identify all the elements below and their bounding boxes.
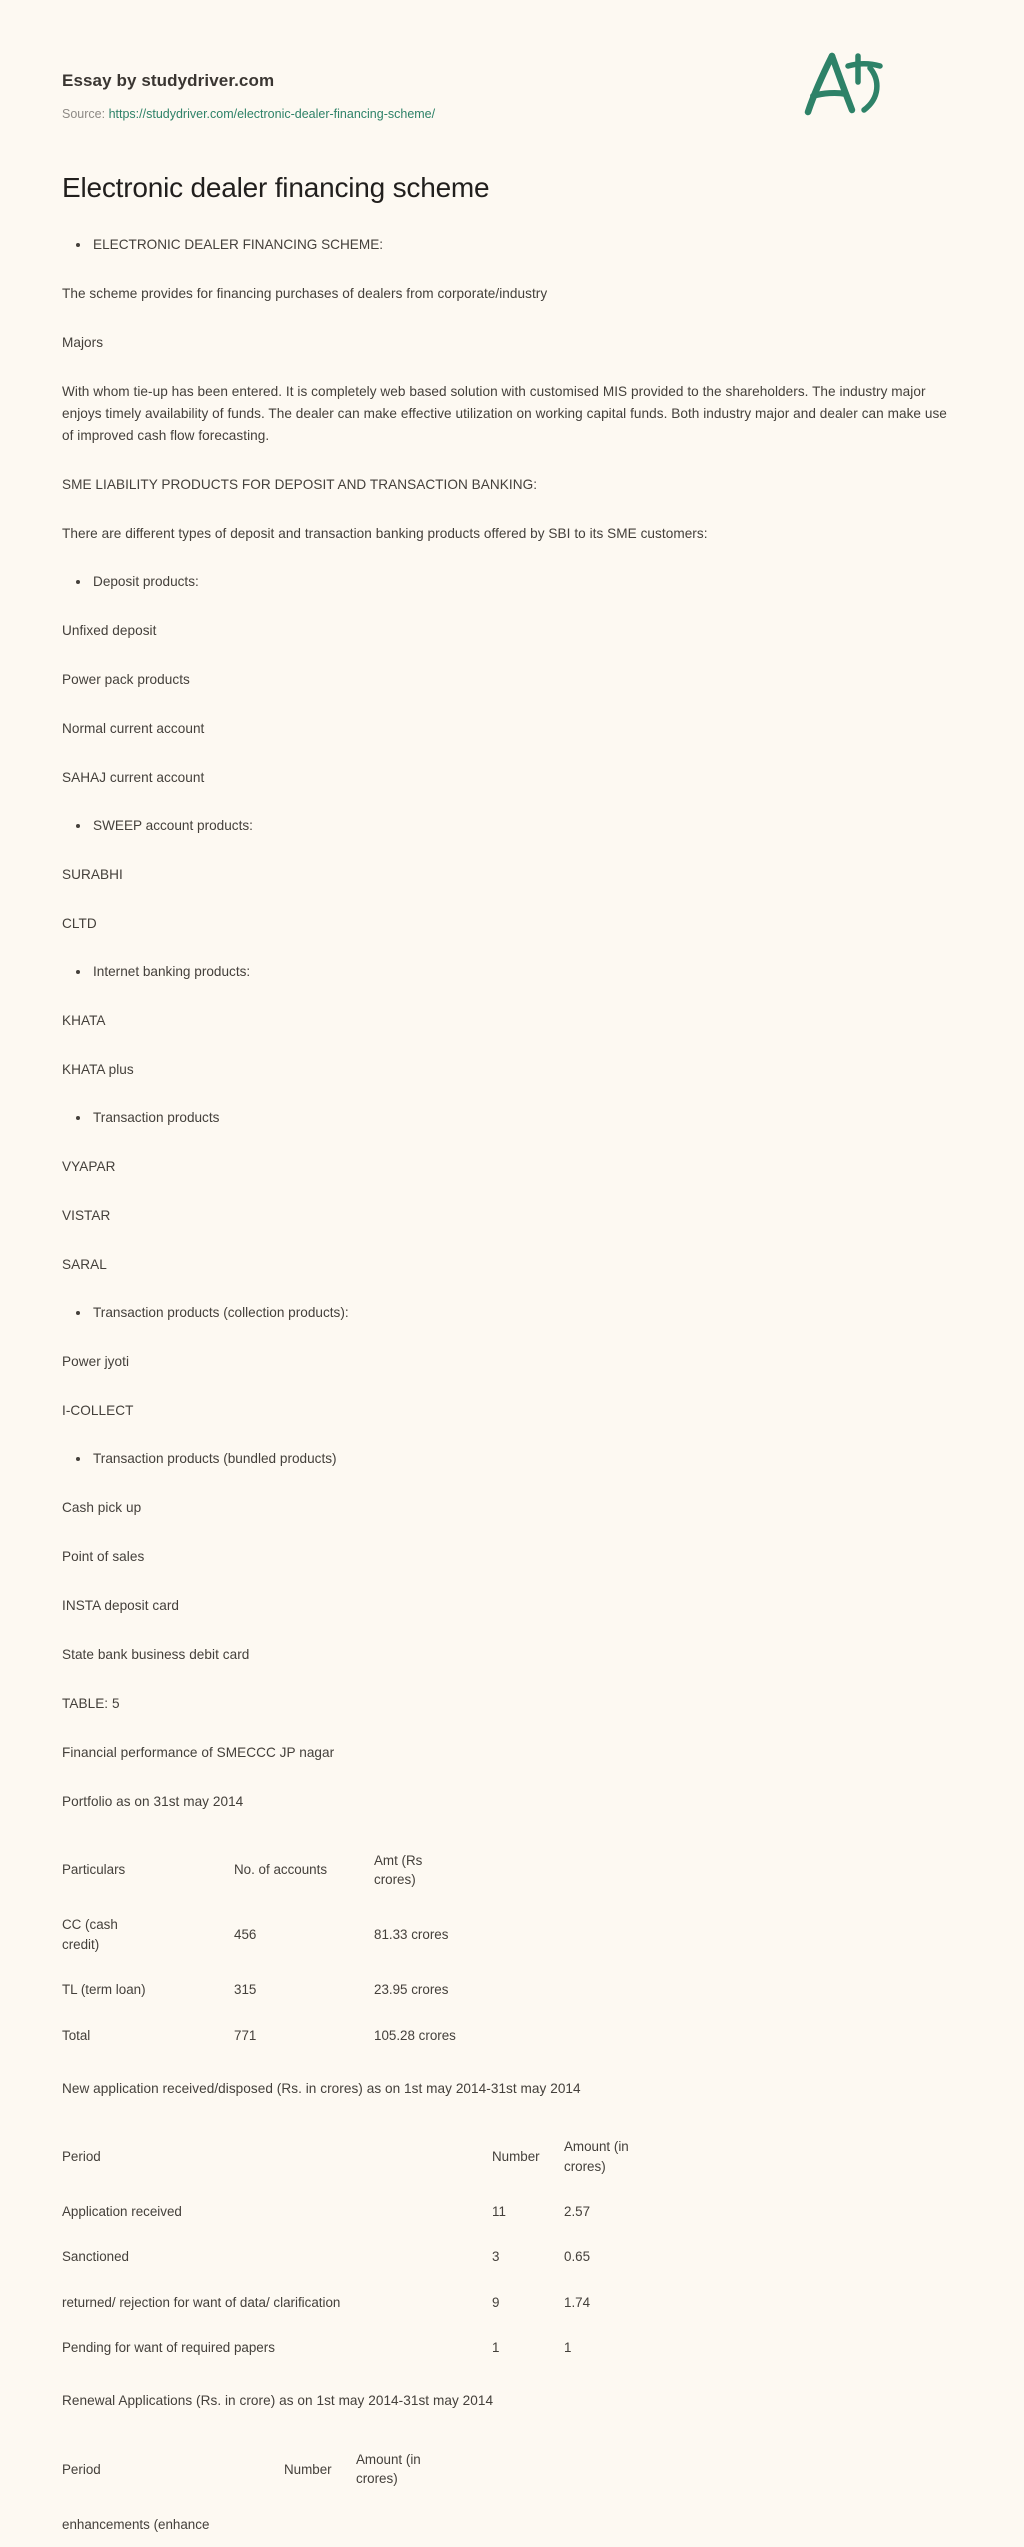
paragraph: The scheme provides for financing purchases of dealers from corporate/industry: [62, 285, 548, 301]
cell-amount: 81.33 crores: [374, 1927, 449, 1943]
table-header-row: [62, 1838, 482, 1903]
table-row: [62, 2502, 522, 2547]
paragraph: Majors: [62, 334, 104, 350]
bullet-list: [62, 802, 962, 850]
paragraph: There are different types of deposit and transaction banking products offered by SBI to its SME customers:: [62, 525, 708, 541]
list-item: SWEEP account products:: [62, 815, 962, 837]
bullet-list: [62, 1094, 962, 1142]
column-header-amount: [564, 2124, 702, 2189]
table-row: [62, 2280, 702, 2325]
list-item: Transaction products (collection products):: [62, 1302, 962, 1324]
column-header-period: Period: [62, 2461, 101, 2477]
paragraph: Power jyoti: [62, 1353, 130, 1369]
cell-period: Sanctioned: [62, 2249, 130, 2265]
cell-particulars: TL (term loan): [62, 1982, 146, 1998]
paragraph: Normal current account: [62, 720, 205, 736]
cell-accounts: 315: [234, 1982, 257, 1998]
column-header-period: Period: [62, 2148, 101, 2164]
list-item: Deposit products:: [62, 571, 962, 593]
table-row: [62, 1967, 482, 2012]
page-masthead: [62, 0, 962, 121]
bullet-list: [62, 948, 962, 996]
table-row: [62, 2013, 482, 2058]
renewal-applications-caption: Renewal Applications (Rs. in crore) as on 1st may 2014-31st may 2014: [62, 2393, 494, 2409]
list-item: Transaction products (bundled products): [62, 1448, 962, 1470]
cell-number: 9: [492, 2294, 500, 2310]
paragraph: KHATA plus: [62, 1061, 134, 1077]
paragraph: Financial performance of SMECCC JP nagar: [62, 1745, 335, 1760]
column-header-amount: [356, 2437, 522, 2502]
list-item: ELECTRONIC DEALER FINANCING SCHEME:: [62, 234, 962, 256]
paragraph: With whom tie-up has been entered. It is completely web based solution with customised MIS provided to the shareholders. The industry major enjoys timely availability of funds. The dealer can make effective utilization on working capital funds. Both industry major and dealer can make use of improved cash flow forecasting.: [62, 383, 947, 443]
cell-period: enhancements (enhance: [62, 2516, 210, 2532]
list-item: Internet banking products:: [62, 961, 962, 983]
paragraph: VYAPAR: [62, 1158, 116, 1174]
a-plus-logo-icon: [796, 36, 892, 120]
page-title: Electronic dealer financing scheme: [62, 172, 490, 203]
cell-amount: 2.57: [564, 2204, 591, 2220]
cell-particulars: Total: [62, 2027, 91, 2043]
column-header-amount: [374, 1838, 482, 1903]
article-body: [62, 118, 962, 2547]
paragraph: CLTD: [62, 915, 97, 931]
cell-particulars: [62, 1902, 234, 1967]
paragraph: KHATA: [62, 1012, 106, 1028]
bullet-list: [62, 1435, 962, 1483]
table-row: [62, 2234, 702, 2279]
paragraph: SURABHI: [62, 866, 123, 882]
paragraph: INSTA deposit card: [62, 1597, 180, 1613]
paragraph: State bank business debit card: [62, 1646, 250, 1662]
paragraph: I-COLLECT: [62, 1402, 134, 1418]
cell-number: [284, 2502, 356, 2547]
cell-text: CC (cash credit): [62, 1917, 118, 1952]
bullet-list: [62, 558, 962, 606]
cell-amount: 1: [564, 2340, 572, 2356]
cell-accounts: 771: [234, 2027, 257, 2043]
paragraph: TABLE: 5: [62, 1695, 120, 1711]
brand-title: Essay by studydriver.com: [62, 71, 275, 90]
cell-period: Pending for want of required papers: [62, 2340, 275, 2356]
column-header-particulars: Particulars: [62, 1862, 126, 1878]
column-header-number: Number: [492, 2148, 540, 2164]
renewal-applications-table: [62, 2437, 522, 2547]
paragraph: Point of sales: [62, 1548, 145, 1564]
cell-number: 11: [492, 2204, 506, 2220]
source-url-link[interactable]: https://studydriver.com/electronic-dealer-financing-scheme/: [108, 107, 436, 121]
new-applications-table: [62, 2124, 702, 2371]
column-header-accounts: No. of accounts: [234, 1862, 328, 1878]
cell-period: Application received: [62, 2204, 182, 2220]
cell-accounts: 456: [234, 1927, 257, 1943]
paragraph: Cash pick up: [62, 1499, 142, 1515]
new-applications-caption: New application received/disposed (Rs. in crores) as on 1st may 2014-31st may 2014: [62, 2080, 581, 2096]
portfolio-table: [62, 1838, 482, 2059]
cell-period: [62, 2280, 492, 2325]
source-label: Source:: [62, 107, 106, 121]
column-header-amount-text: Amount (in crores): [564, 2139, 629, 2174]
cell-amount: 105.28 crores: [374, 2027, 456, 2043]
cell-amount: 0.65: [564, 2249, 591, 2265]
table-row: [62, 1902, 482, 1967]
column-header-amount-text: Amt (Rs crores): [374, 1852, 423, 1887]
table-row: [62, 2189, 702, 2234]
paragraph: Unfixed deposit: [62, 622, 157, 638]
cell-number: 1: [492, 2340, 500, 2356]
list-item: Transaction products: [62, 1107, 962, 1129]
paragraph: SARAL: [62, 1256, 107, 1272]
column-header-amount-text: Amount (in crores): [356, 2451, 421, 2487]
paragraph: Power pack products: [62, 671, 190, 687]
cell-text: returned/ rejection for want of data/ clarification: [62, 2294, 341, 2310]
table-row: [62, 2325, 702, 2370]
cell-amount: 1.74: [564, 2294, 591, 2310]
bullet-list: [62, 221, 962, 269]
cell-amount: 23.95 crores: [374, 1982, 449, 1998]
paragraph: SME LIABILITY PRODUCTS FOR DEPOSIT AND TRANSACTION BANKING:: [62, 476, 538, 492]
paragraph: SAHAJ current account: [62, 769, 205, 785]
table-header-row: [62, 2437, 522, 2502]
bullet-list: [62, 1289, 962, 1337]
paragraph: VISTAR: [62, 1207, 111, 1223]
cell-amount: [356, 2502, 522, 2547]
cell-number: 3: [492, 2249, 500, 2265]
paragraph: Portfolio as on 31st may 2014: [62, 1794, 244, 1810]
table-header-row: [62, 2124, 702, 2189]
column-header-number: Number: [284, 2461, 332, 2477]
content-blocks: [62, 205, 962, 2547]
